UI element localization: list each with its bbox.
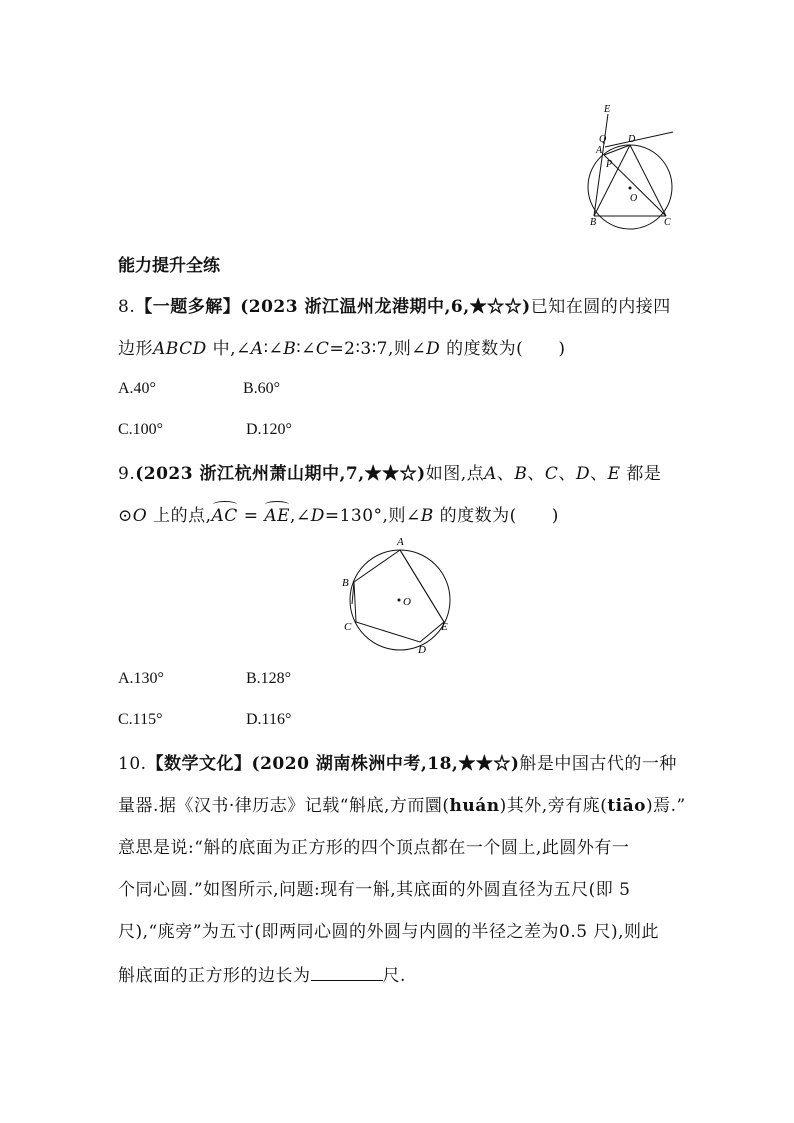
q8-line1: [118, 295, 671, 319]
q9-text1: 如图,点: [425, 464, 485, 484]
q8-option-d[interactable]: D.120°: [246, 421, 292, 438]
line-dc: [630, 145, 666, 216]
q9-num: 9.: [118, 464, 136, 484]
q10-l1-end: 斛是中国古代的一种: [519, 754, 677, 774]
q9-l2e: 的度数为( ): [433, 506, 559, 526]
q9-meta: (2023 浙江杭州萧山期中,7,★★☆): [135, 464, 426, 484]
label-o-q9: O: [403, 596, 411, 608]
q8-angle-d: D: [426, 339, 441, 359]
label-a-q9: A: [397, 536, 404, 548]
q10-tiao: tiāo: [607, 796, 646, 816]
q10-line5: 尺),“庣旁”为五寸(即两同心圆的外圆与内圆的半径之差为0.5 尺),则此: [118, 922, 660, 942]
q10-line1: [118, 752, 677, 776]
label-o: O: [630, 193, 638, 204]
label-c-q9: C: [344, 621, 352, 633]
q9-option-a[interactable]: A.130°: [118, 670, 164, 687]
label-d: D: [628, 134, 636, 145]
figure-q9: [338, 534, 458, 656]
section-title: 能力提升全练: [118, 256, 220, 276]
label-c: C: [664, 217, 671, 228]
label-b: B: [590, 217, 597, 228]
label-e-q9: E: [441, 621, 448, 633]
q8-angle-c: C: [315, 339, 330, 359]
q10-meta: (2020 湖南株洲中考,18,★★☆): [251, 754, 520, 774]
q10-huan: huán: [449, 796, 500, 816]
q8-line2: [118, 337, 565, 361]
line-ae: [400, 550, 444, 622]
q10-line4: 个同心圆.”如图所示,问题:现有一斛,其底面的外圆直径为五尺(即 5: [118, 880, 631, 900]
q8-angle-b: B: [283, 339, 297, 359]
q8-option-c[interactable]: C.100°: [118, 421, 164, 438]
q8-option-b[interactable]: B.60°: [243, 380, 281, 397]
q10-line3: 意思是说:“斛的底面为正方形的四个顶点都在一个圆上,此圆外有一: [118, 838, 630, 858]
q9-pt-c: C: [544, 464, 559, 484]
q8-l2b: 中,∠: [206, 339, 251, 359]
q9-arc-ac: AC: [211, 506, 238, 526]
q9-angle-b: B: [420, 506, 434, 526]
label-q: Q: [599, 134, 607, 145]
q8-angle-a: A: [250, 339, 264, 359]
q10-line2: [118, 794, 686, 818]
q10-tag: 【数学文化】: [146, 754, 252, 774]
q9-text1b: 都是: [620, 464, 662, 484]
q9-pt-e: E: [607, 464, 621, 484]
q8-l2c: =2∶3∶7,则∠: [329, 339, 427, 359]
q8-tag: 【一题多解】: [135, 297, 241, 317]
label-b-q9: B: [342, 577, 349, 589]
q10-line6: [118, 962, 406, 988]
q8-sep2: ∶∠: [296, 339, 316, 359]
q9-pt-a: A: [484, 464, 497, 484]
q9-line2: [118, 504, 559, 528]
q10-l6b: 尺.: [382, 966, 406, 986]
center-o-top: [629, 187, 632, 190]
q10-l2c: )焉.”: [646, 796, 686, 816]
q8-abcd: ABCD: [153, 339, 207, 359]
q8-option-a[interactable]: A.40°: [118, 380, 156, 397]
line-ac: [604, 155, 666, 216]
q8-meta: (2023 浙江温州龙港期中,6,★☆☆): [240, 297, 531, 317]
q8-l2a: 边形: [118, 339, 153, 359]
q9-l2c: ,∠: [290, 506, 311, 526]
q9-eq: =: [237, 506, 265, 526]
q10-l2b: )其外,旁有庣(: [499, 796, 608, 816]
q8-l2d: 的度数为( ): [440, 339, 566, 359]
q10-answer-blank[interactable]: [311, 962, 383, 981]
q10-num: 10.: [118, 754, 147, 774]
q9-angle-d: D: [310, 506, 325, 526]
label-e: E: [604, 104, 611, 115]
label-a: A: [596, 145, 603, 156]
q9-arc-ae: AE: [264, 506, 291, 526]
label-p: P: [606, 159, 613, 170]
q8-text1: 已知在圆的内接四: [530, 297, 671, 317]
q9-o: O: [132, 506, 148, 526]
q9-option-c[interactable]: C.115°: [118, 711, 163, 728]
line-qd: [605, 132, 673, 147]
q9-pt-b: B: [514, 464, 528, 484]
q8-sep1: ∶∠: [263, 339, 284, 359]
q9-option-b[interactable]: B.128°: [246, 670, 292, 687]
q9-line1: 9.(2023 浙江杭州萧山期中,7,★★☆)如图,点A、B、C、D、E 都是: [118, 464, 662, 484]
q9-l2d: =130°,则∠: [324, 506, 421, 526]
q8-num: 8.: [118, 297, 136, 317]
center-o-q9: [398, 599, 401, 602]
q9-l2b: 上的点,: [147, 506, 212, 526]
q10-l6a: 斛底面的正方形的边长为: [118, 966, 311, 986]
q10-l2: 量器.据《汉书·律历志》记载“斛底,方而圜(: [118, 796, 450, 816]
q9-option-d[interactable]: D.116°: [246, 711, 292, 728]
q9-l2a: ⊙: [118, 506, 133, 526]
figure-top: [580, 100, 680, 230]
pentagon-abcde: [354, 550, 444, 642]
label-d-q9: D: [418, 644, 426, 656]
q9-pt-d: D: [575, 464, 591, 484]
